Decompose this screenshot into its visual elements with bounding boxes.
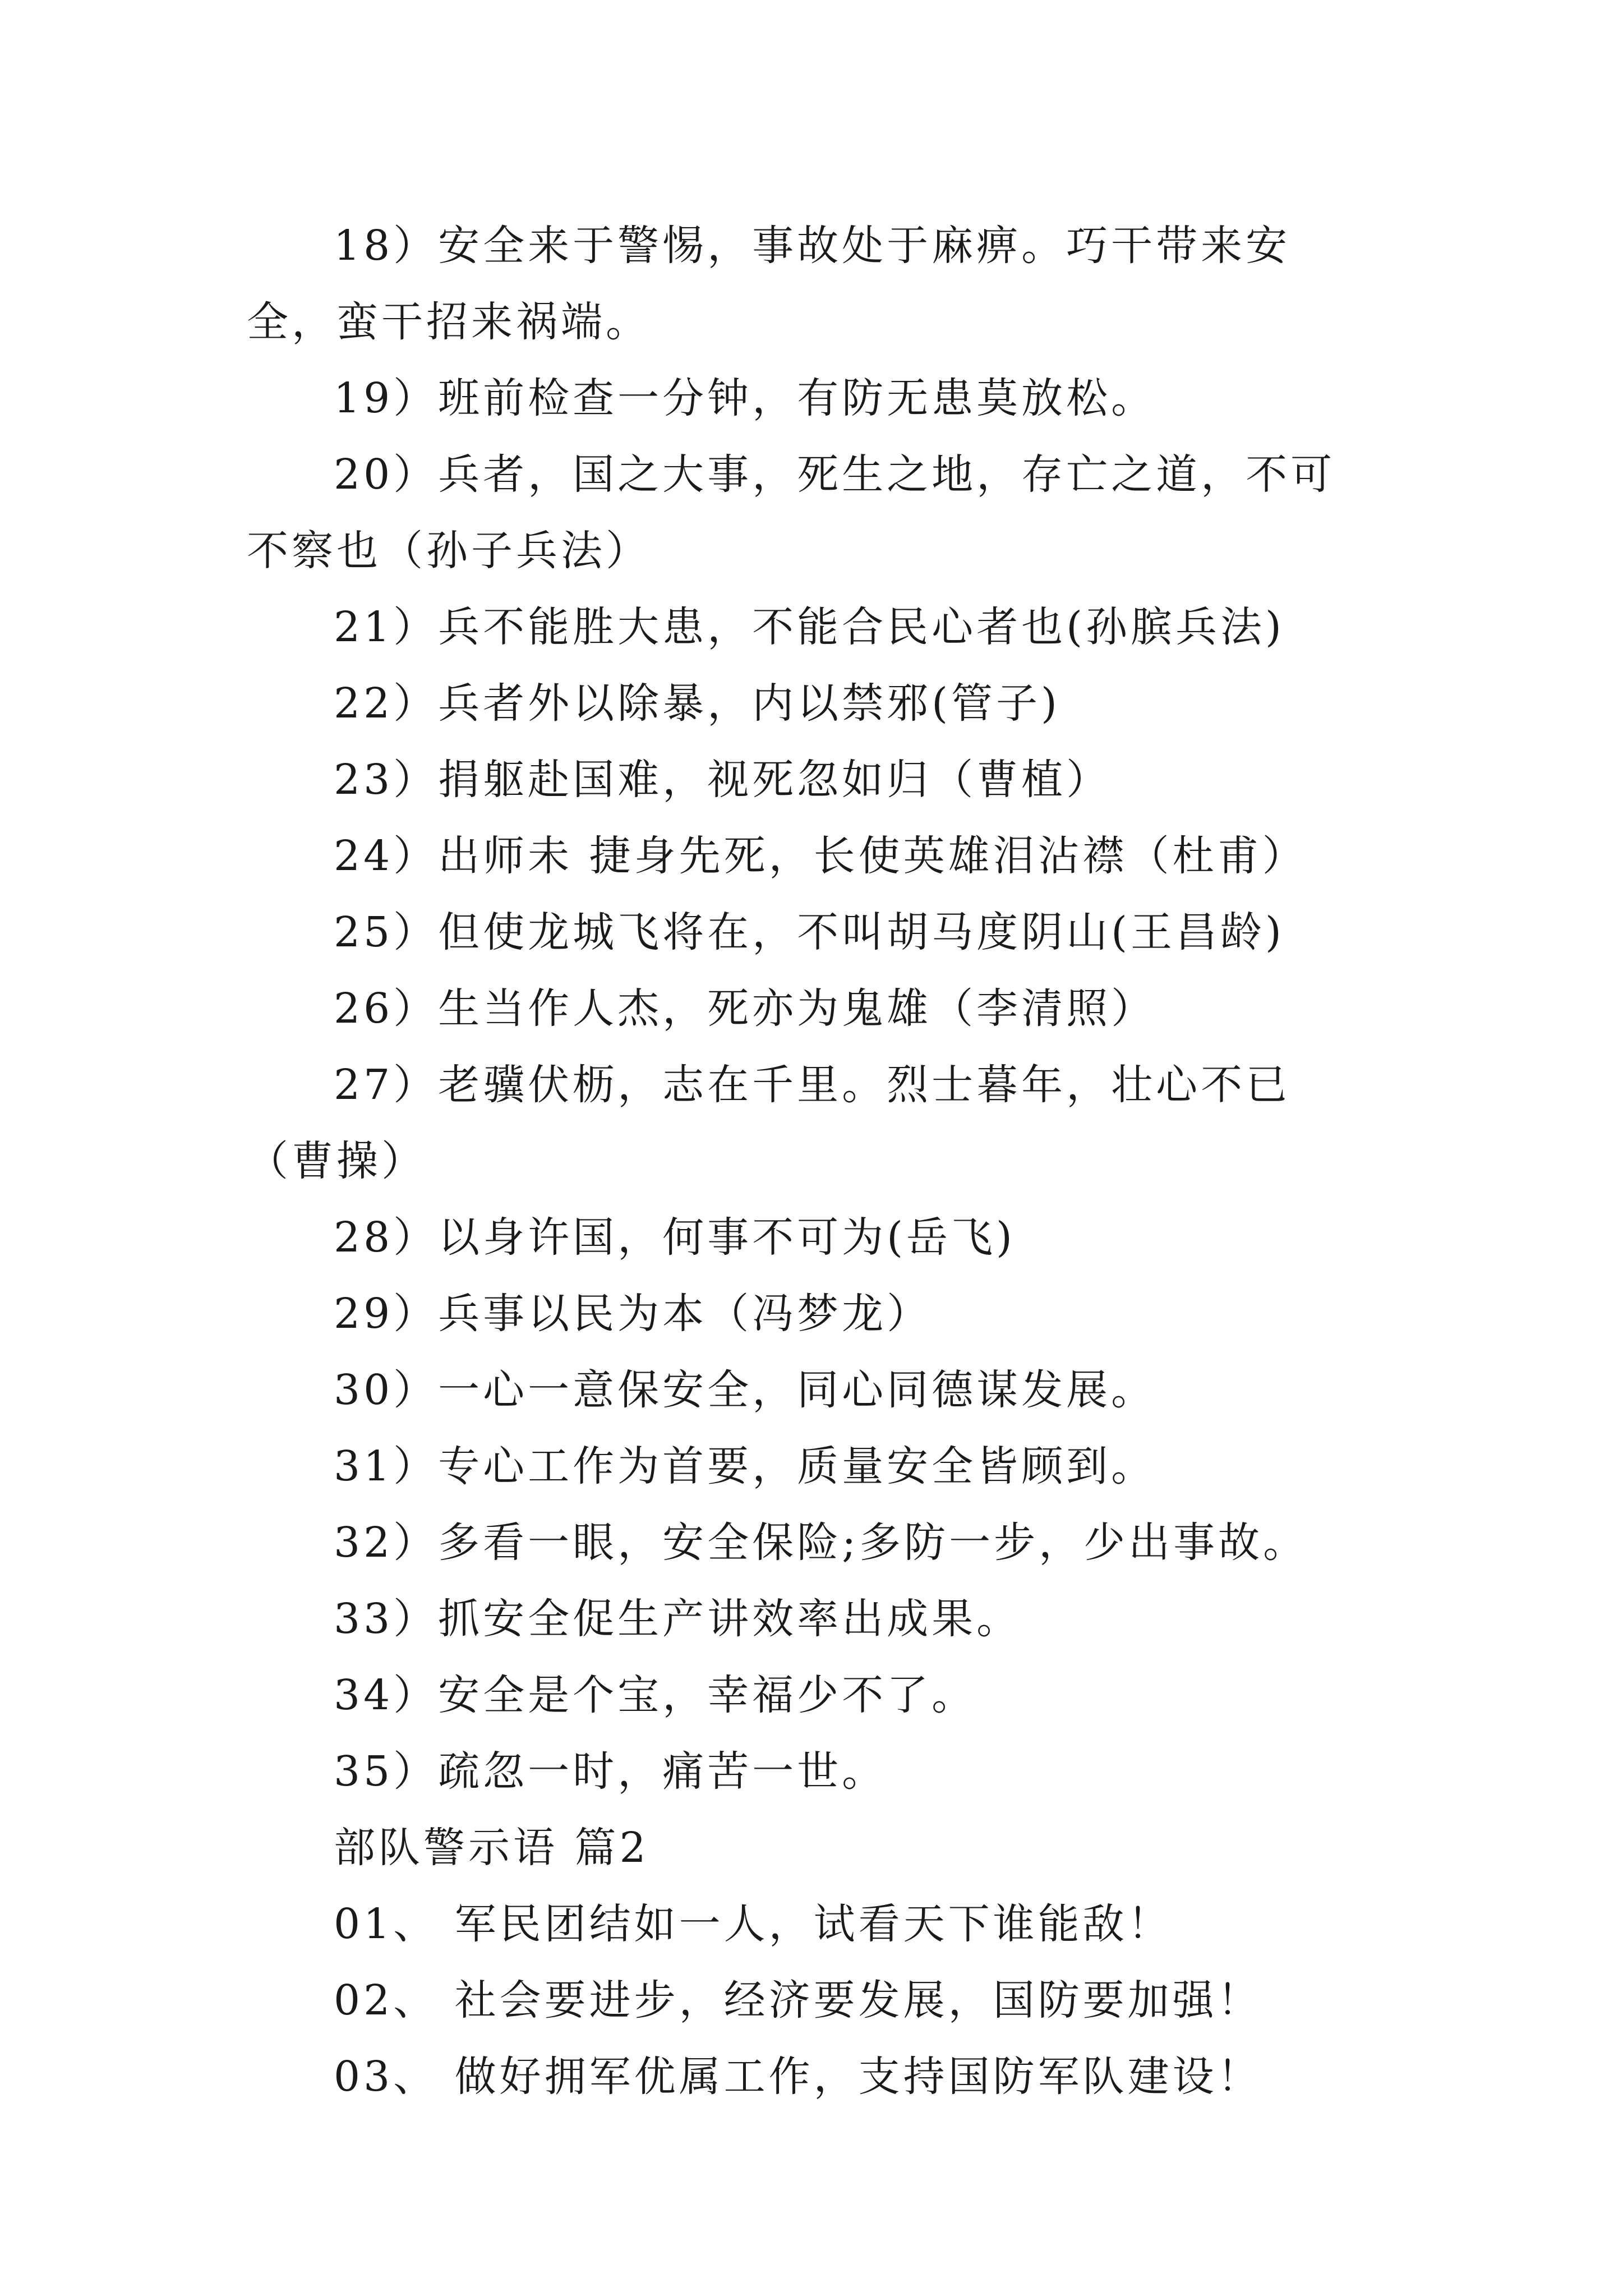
paragraph-01: 01、 军民团结如一人，试看天下谁能敌！ [334, 1900, 1173, 1948]
paragraph-23: 23）捐躯赴国难，视死忽如归（曹植） [334, 756, 1112, 804]
paragraph-26: 26）生当作人杰，死亦为鬼雄（李清照） [334, 984, 1156, 1033]
paragraph-34: 34）安全是个宝，幸福少不了。 [334, 1671, 977, 1719]
paragraph-02: 02、 社会要进步，经济要发展，国防要加强！ [334, 1976, 1262, 2024]
document-body [247, 208, 1380, 2115]
paragraph-25: 25）但使龙城飞将在，不叫胡马度阴山(王昌龄) [334, 908, 1285, 956]
paragraph-35: 35）疏忽一时，痛苦一世。 [334, 1747, 887, 1796]
paragraph-24: 24）出师未 捷身先死，长使英雄泪沾襟（杜甫） [334, 832, 1307, 880]
paragraph-18: 18）安全来于警惕，事故处于麻痹。巧干带来安全，蛮干招来祸端。 [247, 222, 1291, 346]
paragraph-20: 20）兵者，国之大事，死生之地，存亡之道，不可不察也（孙子兵法） [247, 450, 1336, 575]
section-heading: 部队警示语 篇2 [334, 1824, 649, 1872]
paragraph-21: 21）兵不能胜大患，不能合民心者也(孙膑兵法) [334, 603, 1285, 651]
paragraph-03: 03、 做好拥军优属工作，支持国防军队建设！ [334, 2053, 1262, 2101]
paragraph-32: 32）多看一眼，安全保险;多防一步，少出事故。 [334, 1519, 1308, 1567]
paragraph-28: 28）以身许国，何事不可为(岳飞) [334, 1213, 1016, 1262]
paragraph-19: 19）班前检查一分钟，有防无患莫放松。 [334, 374, 1156, 422]
paragraph-33: 33）抓安全促生产讲效率出成果。 [334, 1595, 1022, 1643]
paragraph-22: 22）兵者外以除暴，内以禁邪(管子) [334, 679, 1061, 728]
paragraph-30: 30）一心一意保安全，同心同德谋发展。 [334, 1366, 1156, 1414]
paragraph-31: 31）专心工作为首要，质量安全皆顾到。 [334, 1442, 1156, 1490]
paragraph-29: 29）兵事以民为本（冯梦龙） [334, 1290, 932, 1338]
paragraph-27: 27）老骥伏枥，志在千里。烈士暮年，壮心不已（曹操） [247, 1061, 1291, 1185]
